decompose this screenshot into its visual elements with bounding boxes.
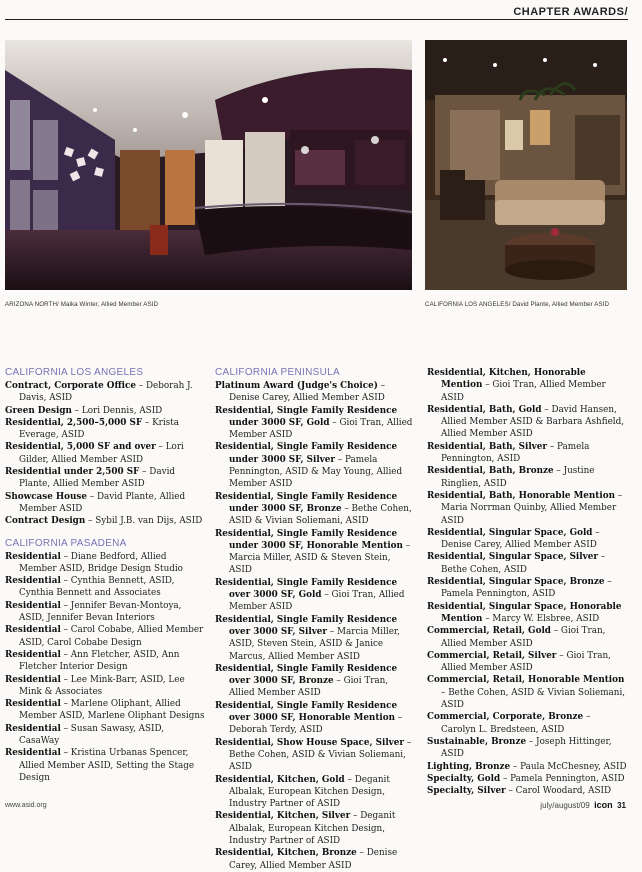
- photo2-caption: CALIFORNIA LOS ANGELES/ David Plante, Allied Member ASID: [425, 301, 610, 308]
- award-entry: [427, 527, 627, 552]
- award-entry: [5, 405, 205, 417]
- award-winner: – Bethe Cohen, ASID & Vivian Soliemani, ASID: [229, 503, 412, 527]
- award-category: Contract Design: [5, 516, 86, 527]
- award-entry: [427, 736, 627, 761]
- award-entry: [427, 404, 627, 441]
- award-category: Residential: [5, 699, 61, 710]
- award-winner: – Susan Sawasy, ASID, CasaWay: [19, 723, 165, 747]
- award-category: Residential, 2,500–5,000 SF: [5, 417, 143, 428]
- award-category: Sustainable, Bronze: [427, 736, 527, 747]
- award-winner: – Diane Bedford, Allied Member ASID, Bridge Design Studio: [19, 551, 183, 574]
- award-entry: [215, 441, 415, 490]
- award-winner: – Denise Carey, Allied Member ASID: [229, 848, 398, 871]
- award-winner: – Krista Everage, ASID: [19, 417, 179, 441]
- award-entry: [427, 601, 627, 626]
- award-entry: [5, 515, 205, 527]
- award-entry: [215, 405, 415, 442]
- award-winner: – Pamela Pennington, ASID & May Young, Allied Member ASID: [229, 454, 403, 490]
- award-category: Showcase House: [5, 491, 87, 502]
- award-winner: – Carol Cobabe, Allied Member ASID, Carol Cobabe Design: [19, 625, 204, 648]
- award-winner: – Sybil J.B. van Dijs, ASID: [85, 516, 203, 527]
- award-entry: [5, 551, 205, 576]
- award-category: Specialty, Silver: [427, 786, 506, 797]
- award-category: Residential, Singular Space, Honorable Mention: [427, 601, 622, 624]
- award-winner: – Bethe Cohen, ASID: [441, 552, 606, 575]
- award-winner: – Gioi Tran, Allied Member ASID: [441, 626, 606, 649]
- award-category: Residential, Single Family Residence under 3000 SF, Honorable Mention: [215, 528, 403, 551]
- award-entry: [427, 551, 627, 576]
- award-winner: – Gioi Tran, Allied Member ASID: [229, 417, 413, 441]
- award-category: Residential: [5, 674, 61, 685]
- award-entry: [427, 785, 627, 797]
- award-winner: – Cynthia Bennett, ASID, Cynthia Bennett and Associates: [19, 576, 175, 599]
- award-category: Commercial, Retail, Silver: [427, 650, 557, 661]
- award-winner: – Maria Norrman Quinby, Allied Member ASID: [441, 490, 623, 526]
- award-category: Specialty, Gold: [427, 773, 501, 784]
- award-entry: [5, 723, 205, 748]
- page-number: 31: [617, 801, 626, 810]
- award-entry: [215, 491, 415, 528]
- header-rule: [5, 19, 628, 20]
- award-entry: [427, 761, 627, 773]
- award-category: Residential: [5, 649, 61, 660]
- award-category: Residential, Show House Space, Silver: [215, 737, 405, 748]
- footer-folio: [540, 800, 626, 810]
- award-category: Residential: [5, 723, 61, 734]
- award-entry: [5, 600, 205, 625]
- award-winner: – Gioi Tran, Allied Member ASID: [229, 676, 389, 699]
- award-winner: – Carol Woodard, ASID: [505, 786, 612, 797]
- award-winner: – Lori Dennis, ASID: [71, 405, 163, 416]
- column-1: [5, 367, 205, 784]
- award-winner: – Carolyn L. Bredsteen, ASID: [441, 712, 591, 735]
- column-2: [215, 367, 415, 872]
- award-category: Commercial, Retail, Honorable Mention: [427, 675, 625, 686]
- award-winner: – Pamela Pennington, ASID: [441, 577, 612, 600]
- award-winner: – Gioi Tran, Allied Member ASID: [229, 590, 405, 613]
- award-entry: [215, 380, 415, 405]
- award-winner: – Marcia Miller, ASID, Steven Stein, ASID & Janice Marcus, Allied Member ASID: [229, 626, 400, 662]
- award-winner: – Deborah Terdy, ASID: [229, 713, 403, 736]
- footer-issue: july/august/09: [540, 801, 590, 810]
- award-entry: [427, 625, 627, 650]
- award-winner: – Pamela Pennington, ASID: [500, 773, 625, 784]
- award-entry: [215, 810, 415, 847]
- chapter-heading: CALIFORNIA PASADENA: [5, 537, 127, 549]
- award-category: Residential under 2,500 SF: [5, 467, 140, 478]
- award-category: Residential, Kitchen, Honorable Mention: [427, 368, 586, 391]
- award-winner: – Pamela Pennington, ASID: [441, 441, 590, 465]
- award-winner: – Lee Mink-Barr, ASID, Lee Mink & Associates: [19, 674, 185, 697]
- award-entry: [5, 491, 205, 516]
- award-category: Residential: [5, 600, 61, 611]
- award-entry: [427, 367, 627, 404]
- award-winner: – Deganit Albalak, European Kitchen Design, Industry Partner of ASID: [229, 811, 396, 846]
- award-entry: [427, 441, 627, 466]
- award-category: Commercial, Corporate, Bronze: [427, 712, 584, 723]
- award-category: Residential: [5, 576, 61, 587]
- award-winner: – Marlene Oliphant, Allied Member ASID, Marlene Oliphant Designs: [19, 699, 205, 722]
- award-entry: [5, 380, 205, 405]
- award-category: Residential: [5, 625, 61, 636]
- award-category: Residential, Single Family Residence over 3000 SF, Silver: [215, 614, 398, 637]
- award-category: Residential, Kitchen, Silver: [215, 811, 351, 822]
- photo1-caption: ARIZONA NORTH/ Maika Winter, Allied Member ASID: [5, 301, 159, 308]
- section-header: CHAPTER AWARDS/: [513, 6, 628, 18]
- award-category: Residential, Kitchen, Gold: [215, 774, 345, 785]
- award-category: Residential, Singular Space, Bronze: [427, 577, 605, 588]
- award-category: Residential: [5, 748, 61, 759]
- award-category: Residential, Singular Space, Silver: [427, 552, 598, 563]
- award-category: Residential, Bath, Honorable Mention: [427, 490, 615, 501]
- award-winner: – Deganit Albalak, European Kitchen Design, Industry Partner of ASID: [229, 774, 390, 810]
- award-entry: [5, 466, 205, 491]
- award-entry: [5, 674, 205, 699]
- award-entry: [427, 650, 627, 675]
- award-entry: [215, 614, 415, 663]
- award-entry: [215, 737, 415, 774]
- award-category: Residential, 5,000 SF and over: [5, 442, 156, 453]
- award-winner: – Bethe Cohen, ASID & Vivian Soliemani, ASID: [441, 687, 626, 711]
- award-winner: – Marcia Miller, ASID & Steven Stein, ASID: [229, 540, 411, 576]
- award-category: Residential, Single Family Residence over 3000 SF, Bronze: [215, 663, 398, 687]
- award-entry: [427, 711, 627, 736]
- award-winner: – Paula McChesney, ASID: [510, 761, 627, 772]
- award-category: Residential, Single Family Residence under 3000 SF, Gold: [215, 405, 398, 428]
- award-winner: – David Plante, Allied Member ASID: [19, 491, 186, 514]
- award-category: Residential: [5, 551, 61, 562]
- award-category: Contract, Corporate Office: [5, 381, 136, 391]
- award-category: Residential, Kitchen, Bronze: [215, 848, 357, 859]
- award-category: Platinum Award (Judge's Choice): [215, 381, 378, 391]
- award-category: Residential, Single Family Residence under 3000 SF, Bronze: [215, 491, 398, 514]
- chapter-heading: CALIFORNIA PENINSULA: [215, 367, 340, 378]
- award-entry: [427, 674, 627, 711]
- award-entry: [5, 441, 205, 466]
- award-winner: – Denise Carey, Allied Member ASID: [229, 381, 386, 404]
- award-category: Green Design: [5, 405, 72, 416]
- award-winner: – David Hansen, Allied Member ASID & Barbara Ashfield, Allied Member ASID: [441, 404, 625, 440]
- award-winner: – Deborah J. Davis, ASID: [19, 381, 193, 404]
- award-entry: [427, 576, 627, 601]
- award-category: Residential, Single Family Residence over 3000 SF, Honorable Mention: [215, 700, 398, 724]
- award-winner: – Denise Carey, Allied Member ASID: [441, 527, 600, 551]
- award-entry: [5, 747, 205, 784]
- award-winner: – Gioi Tran, Allied Member ASID: [441, 650, 611, 674]
- award-winner: – Justine Ringlien, ASID: [441, 466, 595, 489]
- award-category: Residential, Singular Space, Gold: [427, 527, 593, 538]
- award-winner: – Joseph Hittinger, ASID: [441, 736, 612, 760]
- award-entry: [5, 624, 205, 649]
- award-entry: [215, 774, 415, 811]
- column-3: [427, 367, 627, 797]
- award-winner: – Marcy W. Elsbree, ASID: [482, 613, 600, 624]
- award-winner: – Lori Gilder, Allied Member ASID: [19, 442, 184, 465]
- award-entry: [215, 577, 415, 614]
- award-entry: [5, 575, 205, 600]
- chapter-heading: CALIFORNIA LOS ANGELES: [5, 367, 144, 378]
- award-winner: – Gioi Tran, Allied Member ASID: [441, 380, 606, 403]
- award-entry: [215, 700, 415, 737]
- footer-url: www.asid.org: [5, 802, 47, 809]
- award-category: Residential, Bath, Bronze: [427, 466, 554, 477]
- award-category: Residential, Single Family Residence over 3000 SF, Gold: [215, 577, 398, 601]
- award-entry: [5, 649, 205, 674]
- award-entry: [215, 847, 415, 872]
- footer-brand: icon: [594, 800, 613, 810]
- award-entry: [427, 490, 627, 527]
- award-entry: [215, 528, 415, 577]
- award-category: Commercial, Retail, Gold: [427, 626, 551, 637]
- award-winner: – Ann Fletcher, ASID, Ann Fletcher Interior Design: [19, 649, 180, 673]
- award-entry: [215, 663, 415, 700]
- award-winner: – Jennifer Bevan-Montoya, ASID, Jennifer Bevan Interiors: [19, 600, 182, 624]
- award-winner: – David Plante, Allied Member ASID: [19, 467, 176, 490]
- award-category: Residential, Single Family Residence under 3000 SF, Silver: [215, 442, 398, 465]
- award-category: Residential, Bath, Gold: [427, 404, 542, 415]
- award-entry: [427, 773, 627, 785]
- award-category: Lighting, Bronze: [427, 761, 511, 772]
- award-category: Residential, Bath, Silver: [427, 441, 548, 452]
- award-entry: [5, 417, 205, 442]
- award-entry: [5, 698, 205, 723]
- award-winner: – Kristina Urbanas Spencer, Allied Member ASID, Setting the Stage Design: [19, 748, 195, 783]
- award-entry: [427, 465, 627, 490]
- living-room-photo: [425, 40, 627, 290]
- award-winner: – Bethe Cohen, ASID & Vivian Soliemani, ASID: [229, 737, 412, 773]
- office-interior-photo: [5, 40, 412, 290]
